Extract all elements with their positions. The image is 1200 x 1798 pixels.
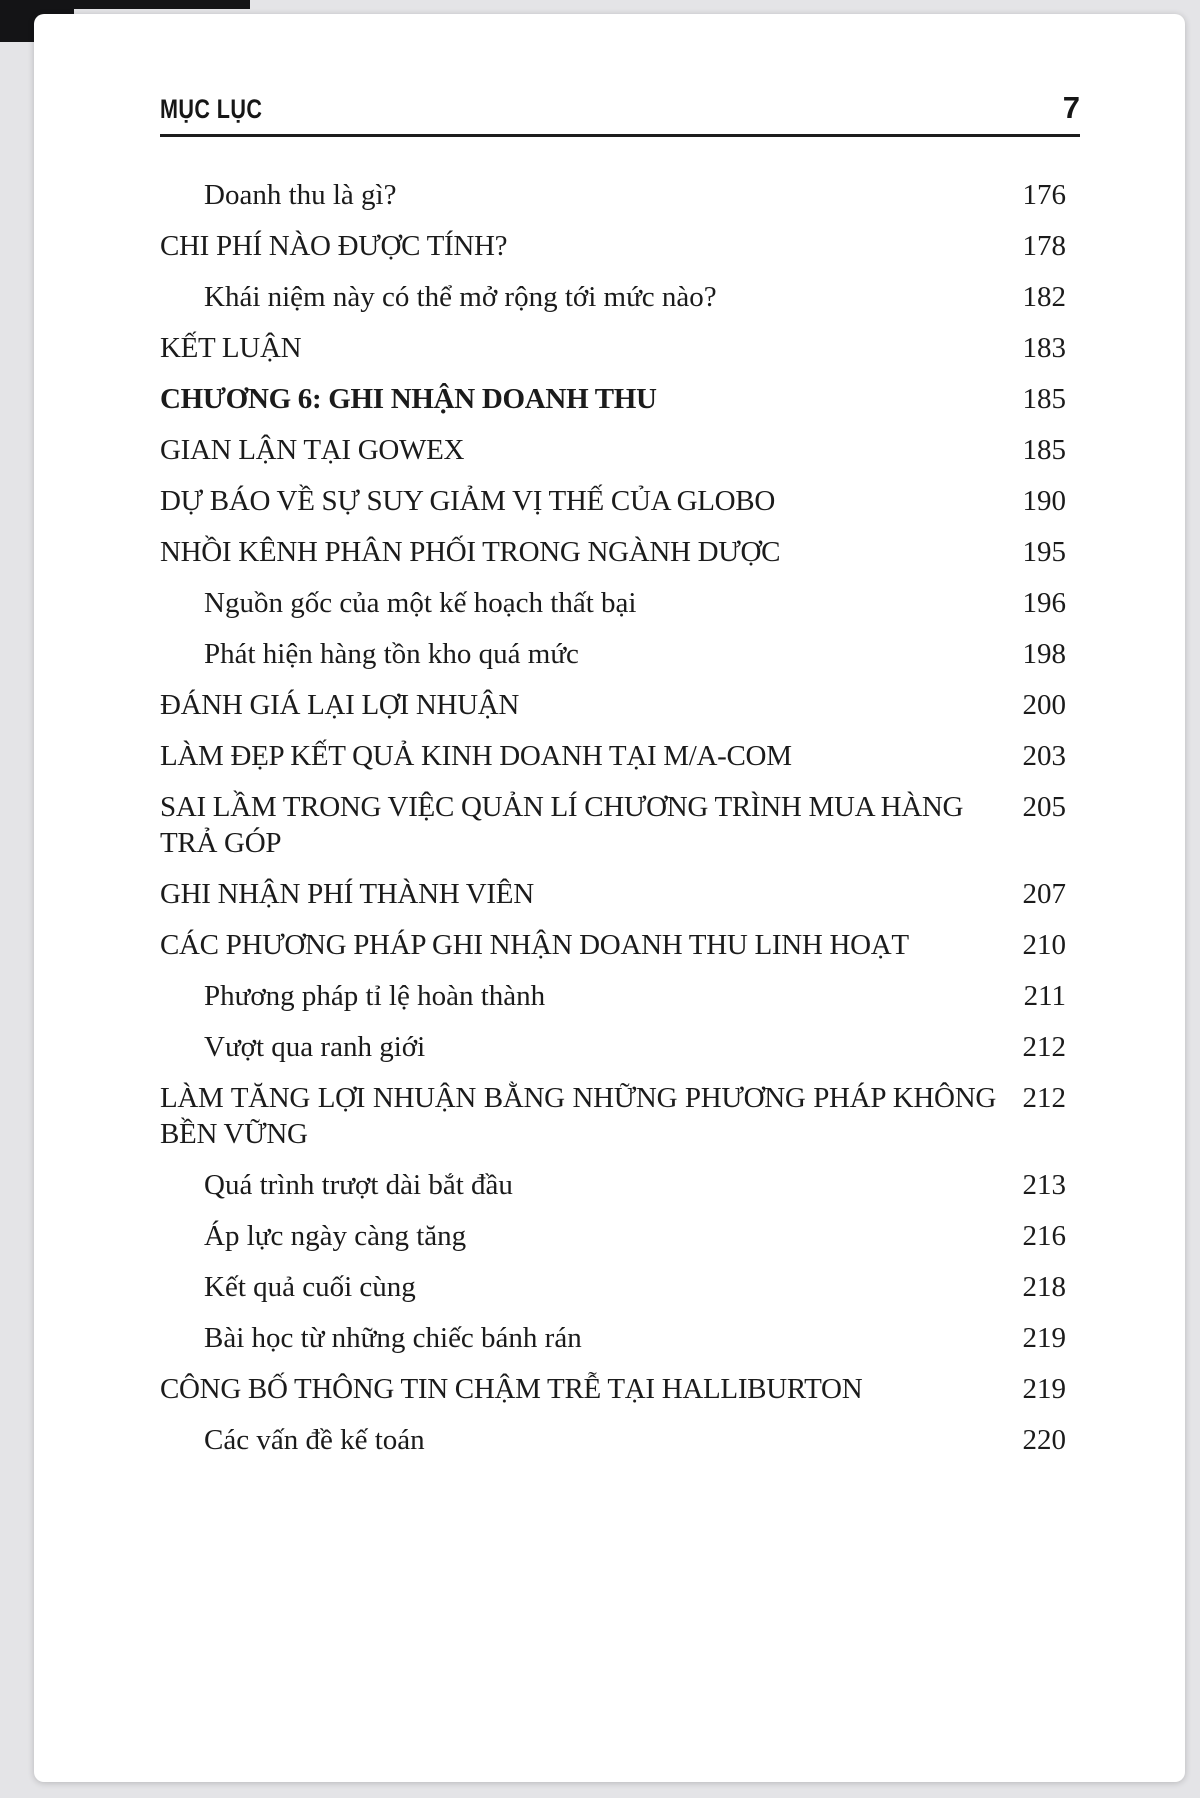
toc-entry-page-number: 210 xyxy=(1022,929,1066,961)
toc-entry-page-number: 185 xyxy=(1022,383,1066,415)
folio-page-number: 7 xyxy=(1062,90,1080,125)
toc-entry xyxy=(160,381,1080,417)
toc-entry-title: DỰ BÁO VỀ SỰ SUY GIẢM VỊ THẾ CỦA GLOBO xyxy=(160,485,775,517)
toc-entry-page-number: 203 xyxy=(1022,740,1066,772)
toc-entry xyxy=(160,789,1080,861)
toc-entry-page-number: 219 xyxy=(1022,1322,1066,1354)
toc-entry-title: Bài học từ những chiếc bánh rán xyxy=(204,1322,582,1354)
toc-entry-title: Nguồn gốc của một kế hoạch thất bại xyxy=(204,587,637,619)
toc-entry xyxy=(160,534,1080,570)
toc-entry-page-number: 219 xyxy=(1022,1373,1066,1405)
toc-entry-title: LÀM TĂNG LỢI NHUẬN BẰNG NHỮNG PHƯƠNG PHÁP KHÔNG BỀN VỮNG xyxy=(160,1082,996,1150)
book-page xyxy=(34,14,1185,1782)
toc-entry-title: GHI NHẬN PHÍ THÀNH VIÊN xyxy=(160,878,534,910)
toc-entry xyxy=(160,279,1080,315)
toc-entry xyxy=(160,1218,1080,1254)
toc-entry-page-number: 196 xyxy=(1022,587,1066,619)
toc-entry xyxy=(160,1371,1080,1407)
toc-entry xyxy=(160,330,1080,366)
toc-entry xyxy=(160,687,1080,723)
toc-entry-title: Các vấn đề kế toán xyxy=(204,1424,425,1456)
toc-entry-title: Vượt qua ranh giới xyxy=(204,1031,426,1063)
toc-entry-page-number: 182 xyxy=(1022,281,1066,313)
toc-entry-title: SAI LẦM TRONG VIỆC QUẢN LÍ CHƯƠNG TRÌNH MUA HÀNG TRẢ GÓP xyxy=(160,791,964,859)
toc-entry-page-number: 212 xyxy=(1022,1082,1066,1114)
toc-entry-title: CÁC PHƯƠNG PHÁP GHI NHẬN DOANH THU LINH HOẠT xyxy=(160,929,909,961)
toc-entry xyxy=(160,876,1080,912)
toc-entry xyxy=(160,1320,1080,1356)
toc-entry-title: CÔNG BỐ THÔNG TIN CHẬM TRỄ TẠI HALLIBURTON xyxy=(160,1373,863,1405)
toc-entry-title: Áp lực ngày càng tăng xyxy=(204,1220,467,1252)
toc-entry xyxy=(160,1080,1080,1152)
toc-entry-title: CHƯƠNG 6: GHI NHẬN DOANH THU xyxy=(160,383,657,415)
toc-entry-page-number: 213 xyxy=(1022,1169,1066,1201)
toc-entry-title: KẾT LUẬN xyxy=(160,332,302,364)
toc-list xyxy=(160,177,1080,1458)
toc-entry-title: ĐÁNH GIÁ LẠI LỢI NHUẬN xyxy=(160,689,520,721)
toc-entry-title: Doanh thu là gì? xyxy=(204,179,397,211)
toc-entry xyxy=(160,483,1080,519)
page-header xyxy=(160,92,1080,123)
toc-entry-page-number: 178 xyxy=(1022,230,1066,262)
toc-entry-title: GIAN LẬN TẠI GOWEX xyxy=(160,434,465,466)
toc-entry-page-number: 211 xyxy=(1023,980,1066,1012)
toc-entry xyxy=(160,177,1080,213)
toc-entry-page-number: 200 xyxy=(1022,689,1066,721)
toc-entry-page-number: 176 xyxy=(1022,179,1066,211)
toc-entry xyxy=(160,927,1080,963)
toc-entry xyxy=(160,1269,1080,1305)
toc-entry-page-number: 195 xyxy=(1022,536,1066,568)
toc-entry-page-number: 185 xyxy=(1022,434,1066,466)
page-title: MỤC LỤC xyxy=(160,94,263,124)
header-rule xyxy=(160,134,1080,137)
toc-entry-page-number: 205 xyxy=(1022,791,1066,823)
toc-entry xyxy=(160,978,1080,1014)
toc-entry-page-number: 212 xyxy=(1022,1031,1066,1063)
toc-entry-title: LÀM ĐẸP KẾT QUẢ KINH DOANH TẠI M/A-COM xyxy=(160,740,792,772)
toc-entry-title: Khái niệm này có thể mở rộng tới mức nào? xyxy=(204,281,717,313)
toc-entry-title: Phương pháp tỉ lệ hoàn thành xyxy=(204,980,546,1012)
toc-entry xyxy=(160,738,1080,774)
toc-entry-page-number: 207 xyxy=(1022,878,1066,910)
toc-entry-title: Quá trình trượt dài bắt đầu xyxy=(204,1169,513,1201)
toc-entry-page-number: 218 xyxy=(1022,1271,1066,1303)
toc-entry xyxy=(160,1029,1080,1065)
toc-entry-page-number: 190 xyxy=(1022,485,1066,517)
toc-entry-page-number: 198 xyxy=(1022,638,1066,670)
toc-entry xyxy=(160,228,1080,264)
toc-entry-title: Phát hiện hàng tồn kho quá mức xyxy=(204,638,579,670)
toc-entry xyxy=(160,636,1080,672)
toc-entry-page-number: 220 xyxy=(1022,1424,1066,1456)
toc-entry-page-number: 183 xyxy=(1022,332,1066,364)
toc-entry-title: NHỒI KÊNH PHÂN PHỐI TRONG NGÀNH DƯỢC xyxy=(160,536,781,568)
toc-entry-page-number: 216 xyxy=(1022,1220,1066,1252)
toc-entry xyxy=(160,1167,1080,1203)
toc-entry xyxy=(160,1422,1080,1458)
toc-entry-title: Kết quả cuối cùng xyxy=(204,1271,416,1303)
toc-entry xyxy=(160,585,1080,621)
toc-entry xyxy=(160,432,1080,468)
toc-entry-title: CHI PHÍ NÀO ĐƯỢC TÍNH? xyxy=(160,230,508,262)
